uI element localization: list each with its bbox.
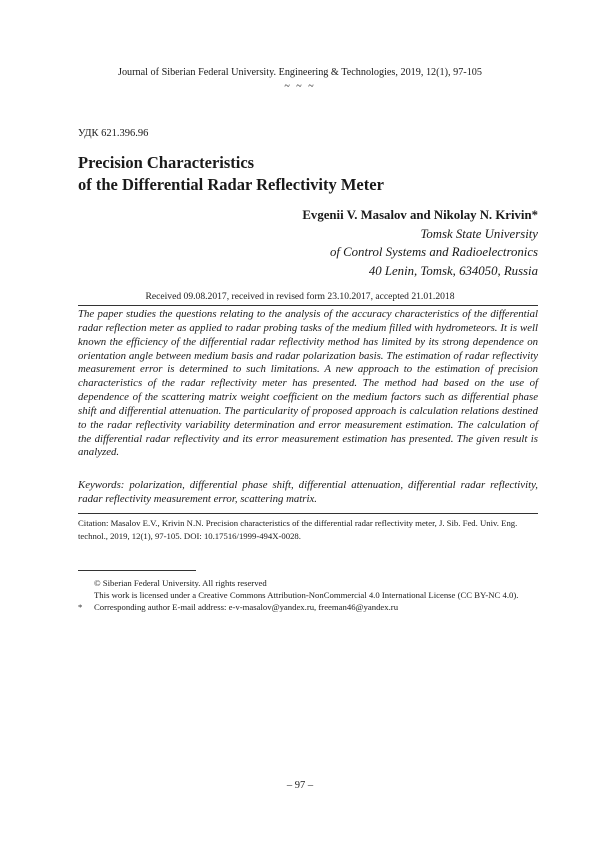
author-block [302, 206, 538, 280]
authors: Evgenii V. Masalov and Nikolay N. Krivin* [302, 208, 538, 222]
abstract: The paper studies the questions relating to the analysis of the accuracy characteristics of the differential radar reflection meter as applied to radar probing tasks of the medium filled with hydrometeors. It is well known the efficiency of the differential radar reflectivity method has limited by its strong dependence on orientation angle between medium basis and radar polarization basis. The estimation of radar reflectivity measurement error is determined to such limitations. A new approach to the estimation of precision characteristics of the radar reflectivity meter has presented. The method had based on the use of dependence of the scattering matrix weight coefficient on the medium factors such as differential phase shift and differential attenuation. The particularity of proposed approach is calculation relations destined to the radar reflectivity variability determination and error measurement estimation. The calculation of the differential radar reflectivity and its error measurement estimation has presented. The given result is analyzed. [78, 308, 538, 459]
abstract-top-rule [78, 305, 538, 306]
title-line-2: of the Differential Radar Reflectivity Meter [78, 175, 384, 194]
footnote-asterisk: * [78, 601, 83, 612]
keywords: Keywords: polarization, differential phase shift, differential attenuation, differential radar reflectivity, radar reflectivity measurement error, scattering matrix. [78, 479, 538, 505]
journal-header: Journal of Siberian Federal University. Engineering & Technologies, 2019, 12(1), 97-105 [118, 67, 482, 78]
citation-rule [78, 513, 538, 514]
title-line-1: Precision Characteristics [78, 153, 255, 172]
footnote-corresponding [78, 602, 548, 614]
paper-title [78, 152, 538, 196]
received-dates: Received 09.08.2017, received in revised form 23.10.2017, accepted 21.01.2018 [145, 291, 455, 302]
footnote-license: This work is licensed under a Creative Commons Attribution-NonCommercial 4.0 International License (CC BY-NC 4.0). [94, 589, 519, 600]
affiliation-line-3: 40 Lenin, Tomsk, 634050, Russia [368, 263, 538, 278]
footnote-copyright: © Siberian Federal University. All rights reserved [94, 578, 267, 588]
citation: Citation: Masalov E.V., Krivin N.N. Precision characteristics of the differential radar reflectivity meter, J. Sib. Fed. Univ. Eng. technol., 2019, 12(1), 97-105. DOI: 10.17516/1999-494X-0028. [78, 518, 518, 541]
corresponding-author-email: Corresponding author E-mail address: e-v-masalov@yandex.ru, freeman46@yandex.ru [94, 601, 399, 612]
affiliation-line-1: Tomsk State University [420, 226, 538, 241]
footnote-rule [78, 570, 196, 571]
page-number: – 97 – [286, 780, 314, 791]
header-separator: ~ ~ ~ [284, 81, 316, 92]
footnotes [78, 578, 548, 613]
affiliation-line-2: of Control Systems and Radioelectronics [329, 245, 538, 259]
udc-code: УДК 621.396.96 [78, 128, 149, 139]
